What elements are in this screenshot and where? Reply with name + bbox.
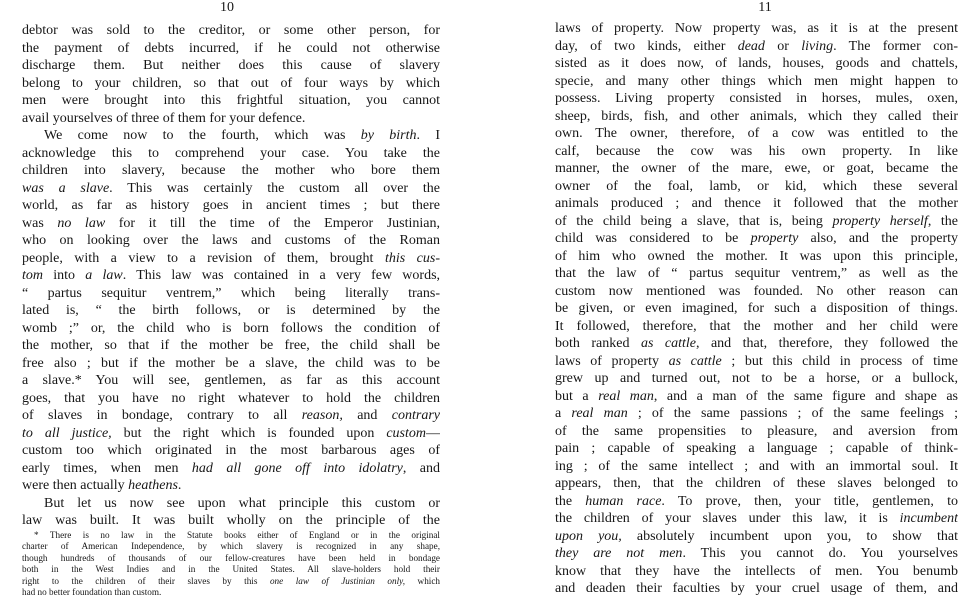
footnote-line	[22, 530, 440, 541]
text-run: a	[555, 406, 572, 421]
text-line	[22, 215, 440, 233]
text-line	[22, 145, 440, 163]
text-run: , and	[402, 460, 440, 476]
footnote-line	[22, 576, 440, 587]
text-run: or	[764, 38, 802, 54]
text-run: of him who owned the mother. It was upon this principle,	[555, 248, 958, 264]
text-run: discharge them. But neither does this cause of slavery	[22, 58, 440, 73]
text-line	[22, 512, 440, 530]
text-run: ; but this child in process of time	[721, 353, 958, 369]
text-run: custom now mentioned was founded. No other reason can	[555, 283, 958, 299]
text-run: womb ;” or, the child who is born follows the condition of	[22, 320, 440, 336]
page-number: 11	[758, 0, 772, 15]
text-line	[22, 40, 440, 58]
italic-text: no law	[57, 215, 106, 231]
text-run: know that they have the intellects of men. You benumb	[555, 563, 958, 579]
text-line	[22, 57, 440, 75]
text-run: absolutely incumbent upon you, to show that	[621, 528, 958, 544]
text-line	[555, 423, 958, 441]
italic-text: to all justice,	[22, 425, 112, 441]
text-run: a slave.* You will see, gentlemen, as far as this account	[22, 373, 440, 388]
text-run: early times, when men	[22, 460, 192, 476]
text-line	[555, 213, 958, 231]
italic-text: upon you,	[555, 528, 622, 544]
italic-text: custom	[386, 425, 426, 441]
text-run: —	[426, 425, 440, 441]
text-run: “ partus sequitur ventrem,” which being literally trans-	[22, 285, 440, 301]
text-run: . The former con-	[833, 38, 958, 54]
text-run: of the child being a slave, that is, being	[555, 213, 833, 229]
text-run: of the same propensities to pleasure, and aversion from	[555, 423, 958, 439]
text-run: . This law was contained in a very few words,	[122, 268, 440, 283]
text-run: children into slavery, because the mother who bore them	[22, 163, 440, 178]
text-run: owner of the foal, lamb, or kid, which these several	[555, 178, 958, 194]
text-line	[555, 545, 958, 563]
text-line	[555, 195, 958, 213]
footnote-line	[22, 587, 440, 598]
text-run: and deaden their faculties by your cruel usage of them, and	[555, 581, 958, 596]
text-run: right to the children of their slaves by this	[22, 575, 270, 586]
text-run: be given, or even imagined, for such a disposition of things.	[555, 301, 958, 316]
italic-text: real man	[571, 406, 628, 421]
text-line	[22, 407, 440, 425]
text-run: the payment of debts incurred, if he could not otherwise	[22, 40, 440, 56]
text-run: specie, and many other things which men might happen to	[555, 73, 958, 89]
text-run: * There is no law in the Statute books either of England or in the original	[34, 530, 440, 540]
text-line	[555, 318, 958, 336]
footnote	[22, 530, 440, 598]
text-line	[22, 180, 440, 198]
text-line	[22, 390, 440, 408]
text-line	[555, 55, 958, 73]
text-line	[555, 178, 958, 196]
text-line	[22, 285, 440, 303]
text-run: . To prove, then, your title, gentlemen, to	[661, 493, 958, 509]
italic-text: incumbent	[899, 511, 958, 526]
text-line	[22, 495, 440, 513]
text-line	[555, 475, 958, 493]
text-run: sheep, birds, fish, and other animals, which they called their	[555, 108, 958, 124]
text-line	[555, 73, 958, 91]
text-line	[555, 300, 958, 318]
text-run: . This you cannot do. You yourselves	[682, 546, 958, 561]
text-run: . This was certainly the custom all over the	[109, 180, 440, 196]
text-line	[555, 458, 958, 476]
footnote-line	[22, 553, 440, 564]
text-run: day, of two kinds, either	[555, 38, 738, 54]
text-run: men were brought into this frightful situation, you cannot	[22, 93, 440, 108]
text-run: world, as far as history goes in ancient times ; but there	[22, 198, 440, 213]
italic-text: had all gone off into idolatry	[191, 460, 403, 476]
italic-text: contrary	[391, 408, 440, 423]
text-line	[22, 110, 440, 128]
text-run: manner, the owner of the mare, ewe, or goat, became the	[555, 161, 958, 176]
text-line	[555, 143, 958, 161]
text-line	[555, 125, 958, 143]
text-line	[555, 580, 958, 598]
text-line	[555, 248, 958, 266]
text-run: both in the West Indies and in the United States. All slave-holders hold their	[22, 564, 440, 575]
italic-text: heathens	[128, 478, 178, 493]
text-line	[22, 302, 440, 320]
italic-text: dead	[737, 38, 765, 54]
text-run: the	[555, 493, 586, 509]
text-line	[555, 388, 958, 406]
footnote-line	[22, 541, 440, 552]
text-line	[555, 440, 958, 458]
text-line	[22, 460, 440, 478]
text-run: sisted as it does now, of lands, houses, goods and chattels,	[555, 56, 958, 71]
italic-text: living	[801, 38, 834, 54]
text-line	[555, 20, 958, 38]
text-run: laws of property	[555, 353, 669, 369]
text-line	[22, 92, 440, 110]
text-run: also, and the property	[798, 231, 958, 246]
italic-text: they are not men	[555, 546, 683, 561]
text-run: for it till the time of the Emperor Justinian,	[105, 215, 440, 231]
text-run: animals produced ; and thence it followed that the mother	[555, 196, 958, 211]
italic-text: one law of Justinian only,	[269, 575, 406, 586]
italic-text: as cattle	[640, 336, 696, 351]
text-run: law was built. It was built wholly on the principle of the	[22, 513, 440, 528]
italic-text: a law	[85, 268, 123, 283]
text-run: possess. Living property consisted in horses, mules, oxen,	[555, 91, 958, 106]
text-line	[22, 75, 440, 93]
italic-text: as cattle	[668, 353, 722, 369]
text-run: belong to your children, so that out of four ways by which	[22, 75, 440, 91]
text-line	[22, 355, 440, 373]
text-line	[555, 108, 958, 126]
text-line	[555, 230, 958, 248]
text-run: acknowledge this to comprehend your case. You take the	[22, 145, 440, 161]
footnote-line	[22, 564, 440, 575]
text-run: pain ; capable of speaking a language ; capable of think-	[555, 441, 958, 456]
text-line	[555, 353, 958, 371]
text-run: which	[405, 575, 440, 586]
text-run: , and that, therefore, they followed the	[695, 336, 958, 351]
text-run: goes, that you have no right whatever to hold the children	[22, 390, 440, 406]
text-run: ; of the same passions ; of the same feelings ;	[627, 406, 958, 421]
text-run: though hundreds of thousands of our fellow-creatures have been held in bondage	[22, 552, 440, 563]
text-run: It followed, therefore, that the mother and her child were	[555, 318, 958, 334]
text-line	[22, 127, 440, 145]
text-run: who on looking over the laws and customs of the Roman	[22, 233, 440, 248]
italic-text: this cus-	[384, 250, 440, 266]
text-run: avail yourselves of three of them for your defence.	[22, 110, 306, 126]
text-line	[555, 38, 958, 56]
text-run: but the right which is founded upon	[111, 425, 387, 441]
text-run: But let us now see upon what principle this custom or	[44, 495, 440, 511]
text-run: We come now to the fourth, which was	[44, 128, 361, 143]
text-line	[22, 425, 440, 443]
text-line	[555, 90, 958, 108]
italic-text: reason,	[301, 408, 343, 423]
text-line	[555, 335, 958, 353]
text-run: that the law of “ partus sequitur ventrem,” as well as the	[555, 266, 958, 281]
text-run: . I	[416, 128, 440, 143]
text-run: both ranked	[555, 336, 641, 351]
text-line	[22, 22, 440, 40]
text-line	[555, 283, 958, 301]
text-line	[555, 563, 958, 581]
text-run: grew up and turned out, not to be a horse, or a bullock,	[555, 371, 958, 386]
italic-text: property	[750, 231, 799, 246]
text-run: the mother, so that if the mother be free, the child shall be	[22, 338, 440, 353]
text-line	[555, 528, 958, 546]
italic-text: by birth	[360, 128, 417, 143]
page-number: 10	[220, 0, 234, 15]
text-run: ing ; of the same intellect ; and with an immortal soul. It	[555, 458, 958, 474]
text-line	[22, 442, 440, 460]
text-run: into	[43, 268, 86, 283]
text-run: and	[342, 408, 392, 423]
text-line	[22, 197, 440, 215]
text-line	[22, 372, 440, 390]
text-run: charter of American Independence, by which slavery is recognized in any shape,	[22, 541, 440, 552]
italic-text: human race	[585, 493, 662, 509]
text-line	[22, 320, 440, 338]
text-line	[22, 162, 440, 180]
text-run: was	[22, 215, 58, 231]
text-run: child was considered to be	[555, 231, 751, 246]
text-run: appears, then, that the children of these slaves belonged to	[555, 476, 958, 491]
text-line	[22, 250, 440, 268]
text-run: calf, because the cow was his own property. In like	[555, 143, 958, 159]
text-line	[555, 160, 958, 178]
text-run: custom too which originated in the most barbarous ages of	[22, 443, 440, 458]
text-run: debtor was sold to the creditor, or some other person, for	[22, 23, 440, 38]
italic-text: real man	[598, 388, 654, 404]
italic-text: tom	[22, 268, 43, 283]
text-line	[555, 510, 958, 528]
italic-text: property herself	[832, 213, 928, 229]
text-run: people, with a view to a revision of them, brought	[22, 250, 385, 266]
text-line	[22, 232, 440, 250]
text-run: but a	[555, 388, 599, 404]
text-run: laws of property. Now property was, as it is at the present	[555, 21, 958, 36]
text-line	[22, 477, 440, 495]
text-line	[555, 370, 958, 388]
text-line	[555, 493, 958, 511]
text-run: .	[177, 478, 182, 493]
text-run: were then actually	[22, 478, 129, 493]
text-line	[22, 267, 440, 285]
text-run: free also ; but if the mother be a slave, the child was to be	[22, 355, 440, 371]
text-run: , and a man of the same figure and shape as	[653, 388, 958, 404]
text-line	[555, 405, 958, 423]
text-line	[555, 265, 958, 283]
text-run: , the	[927, 213, 958, 229]
page-body	[555, 20, 958, 598]
text-line	[22, 337, 440, 355]
text-run: of slaves in bondage, contrary to all	[22, 408, 302, 423]
text-run: had no better foundation than custom.	[22, 586, 162, 597]
text-run: the children of your slaves under this law, it is	[555, 511, 900, 526]
page-body	[22, 22, 440, 530]
italic-text: was a slave	[22, 180, 110, 196]
text-run: own. The owner, therefore, of a cow was entitled to the	[555, 126, 958, 141]
text-run: lated is, “ the birth follows, or is determined by the	[22, 303, 440, 318]
